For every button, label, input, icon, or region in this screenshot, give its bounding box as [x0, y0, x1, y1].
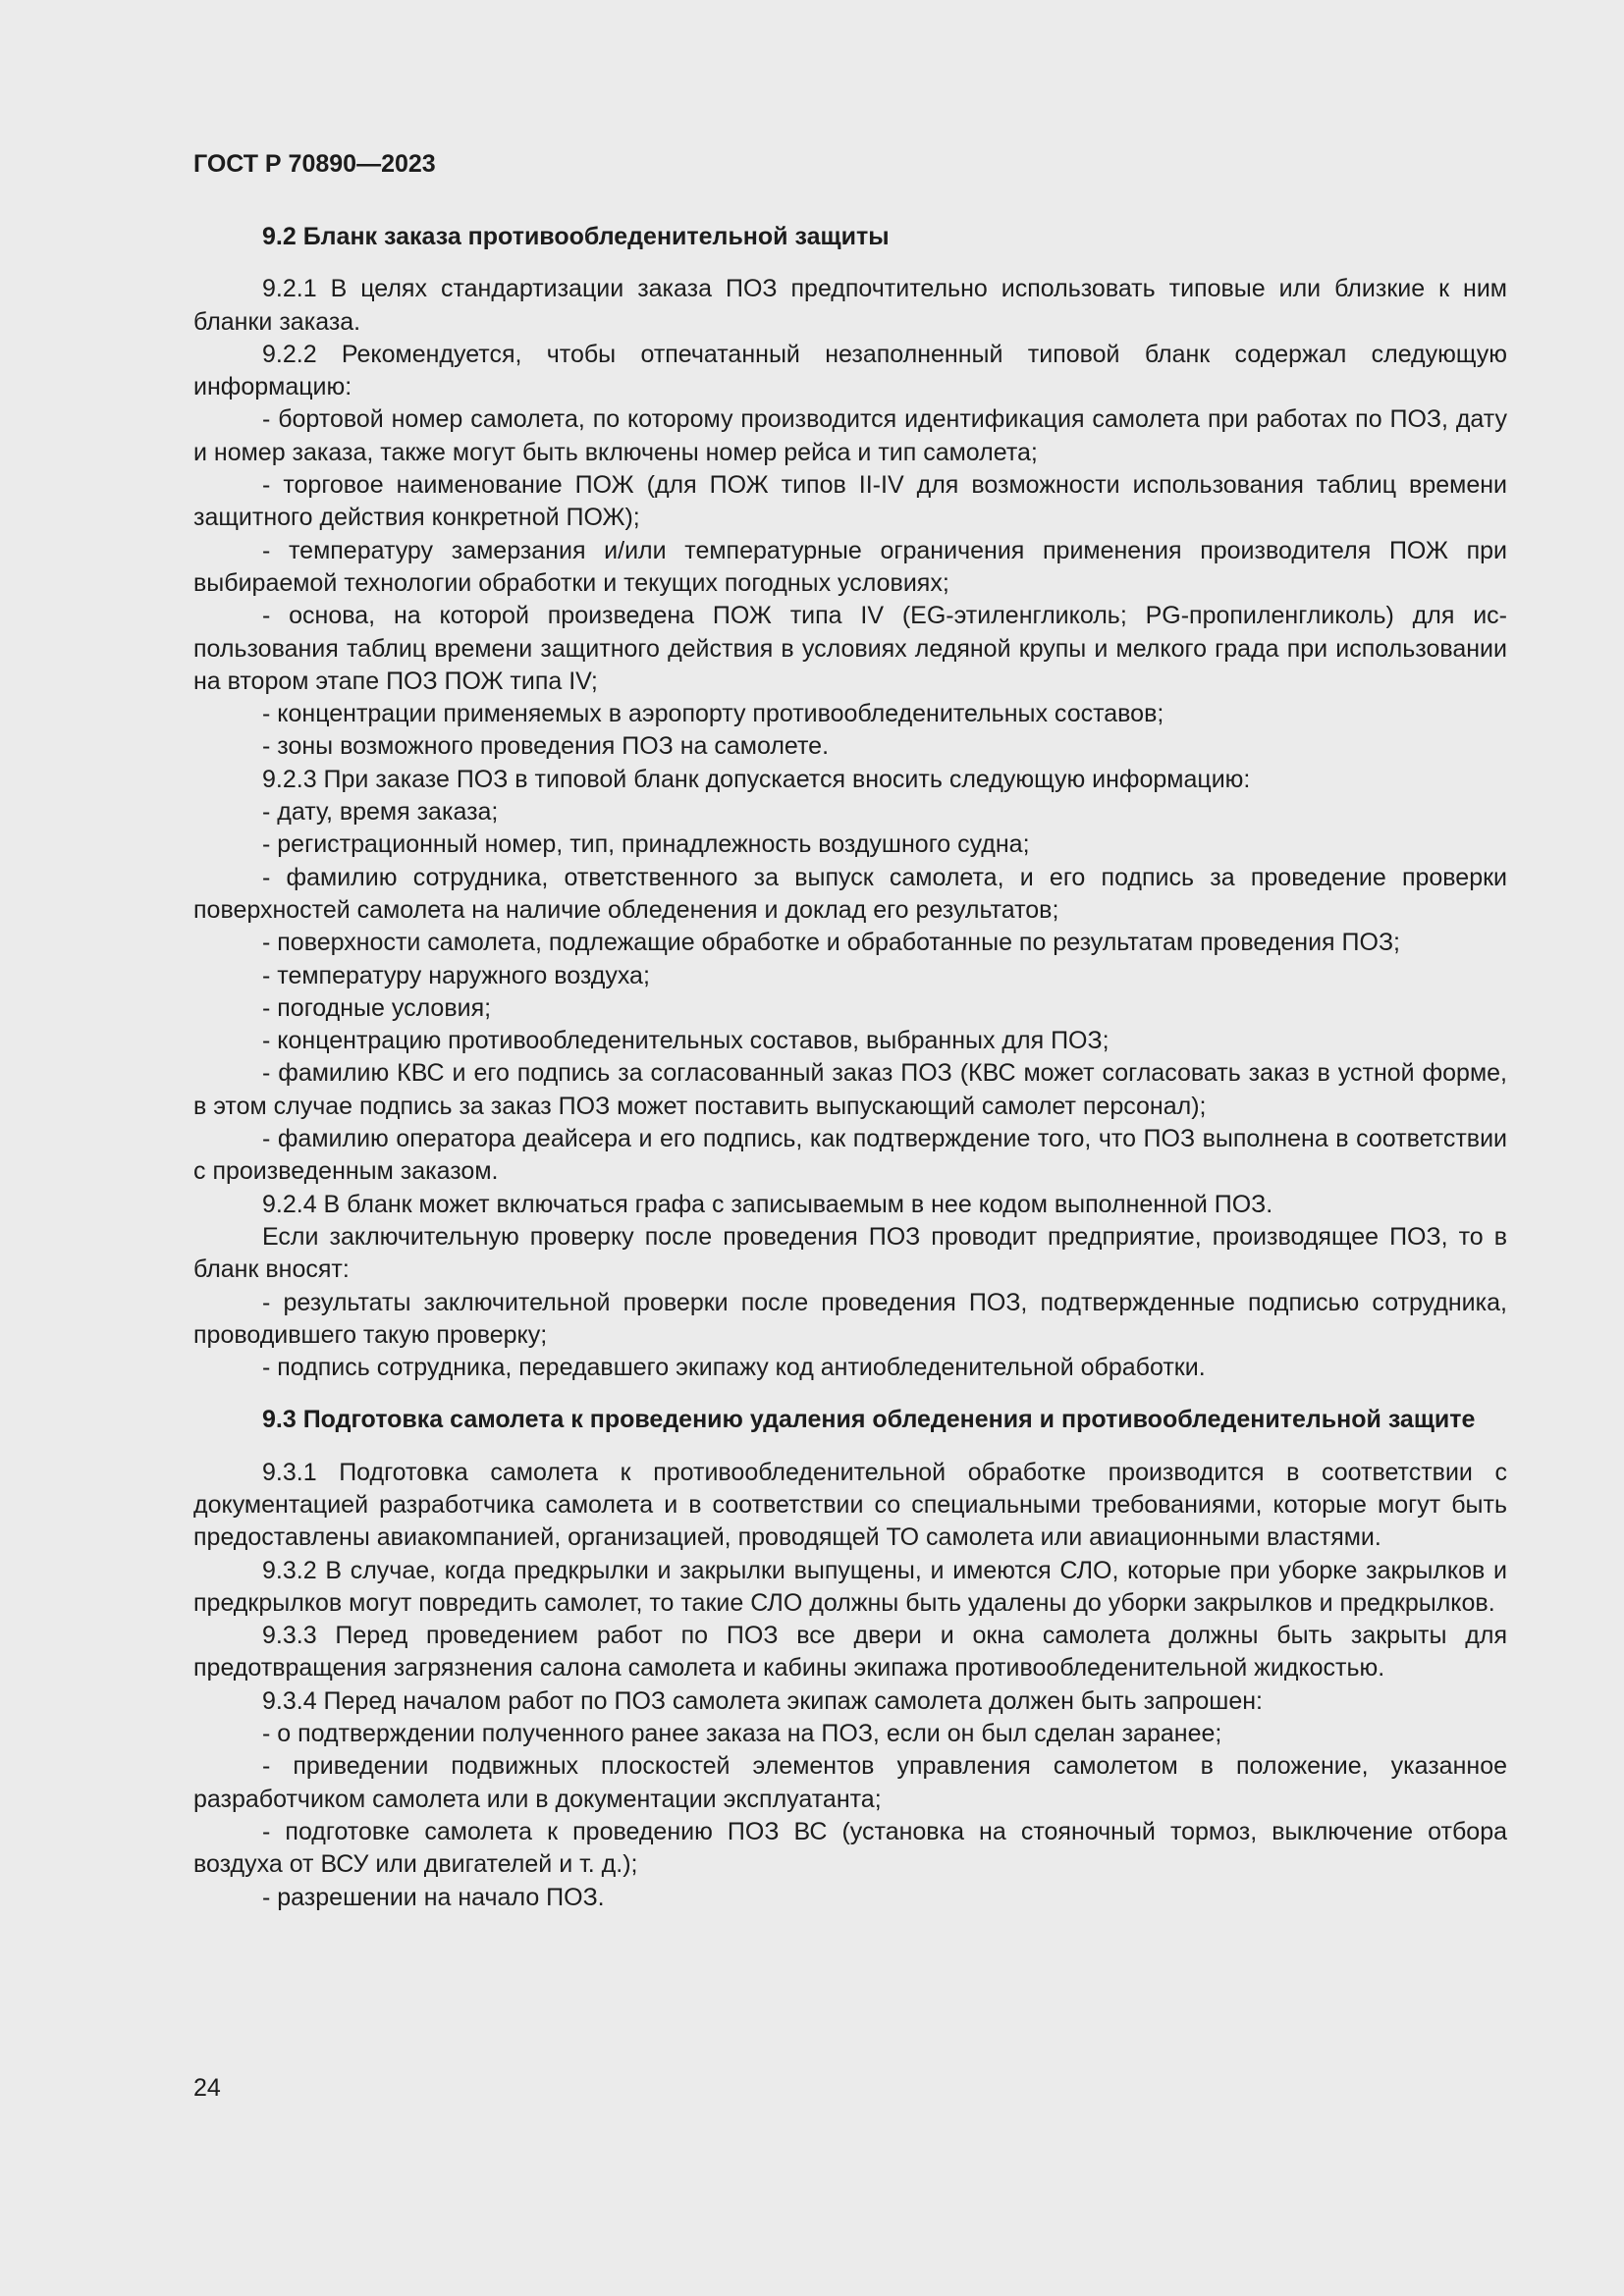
- list-item: - регистрационный номер, тип, принадлежность воздушного судна;: [262, 830, 1030, 859]
- list-item: - температуру наружного воздуха;: [262, 961, 650, 989]
- list-item: - разрешении на начало ПОЗ.: [262, 1883, 605, 1911]
- document-header: ГОСТ Р 70890—2023: [193, 150, 436, 178]
- page-number: 24: [193, 2074, 221, 2102]
- list-item: - дату, время заказа;: [262, 798, 499, 827]
- list-item: - фамилию КВС и его подпись за согласованный заказ ПОЗ (КВС может согласовать заказ в устной форме, в этом случае подпись за заказ ПОЗ может поставить выпускающий самолет персонал);: [193, 1059, 1507, 1120]
- list-item: - фамилию сотрудника, ответственного за выпуск самолета, и его подпись за проведение проверки поверхностей самолета на наличие обледенения и доклад его результатов;: [193, 863, 1507, 924]
- list-item: - подпись сотрудника, передавшего экипажу код антиобледенительной обработки.: [262, 1354, 1206, 1382]
- paragraph: 9.2.1 В целях стандартизации заказа ПОЗ предпочтительно использовать типовые или близкие к ним бланки заказа.: [193, 275, 1507, 336]
- list-item: - поверхности самолета, подлежащие обработке и обработанные по результатам проведения ПОЗ;: [262, 929, 1400, 957]
- list-item: - приведении подвижных плоскостей элементов управления самолетом в положение, указанное разработчиком самолета или в документации эксплуатанта;: [193, 1752, 1507, 1813]
- list-item: - концентрацию противообледенительных составов, выбранных для ПОЗ;: [262, 1027, 1110, 1055]
- list-item: - о подтверждении полученного ранее заказа на ПОЗ, если он был сделан заранее;: [262, 1720, 1222, 1748]
- paragraph: Если заключительную проверку после проведения ПОЗ проводит предприятие, производящее ПОЗ, то в бланк вносят:: [193, 1222, 1507, 1284]
- list-item: - температуру замерзания и/или температурные ограничения применения производителя ПОЖ при выбираемой технологии обработки и текущих погодных условиях;: [193, 536, 1507, 597]
- section-heading: 9.3 Подготовка самолета к проведению удаления обледенения и противообледенительной защите: [262, 1406, 1476, 1434]
- list-item: - погодные условия;: [262, 993, 492, 1022]
- list-item: - бортовой номер самолета, по которому производится идентификация самолета при работах по ПОЗ, дату и номер заказа, также могут быть включены номер рейса и тип самолета;: [193, 405, 1507, 466]
- paragraph: 9.3.3 Перед проведением работ по ПОЗ все двери и окна самолета должны быть закрыты для предотвращения загрязнения салона самолета и кабины экипажа противообледенительной жидкостью.: [193, 1622, 1507, 1682]
- list-item: - торговое наименование ПОЖ (для ПОЖ типов II-IV для возможности использования таблиц времени защитного действия конкретной ПОЖ);: [193, 471, 1507, 532]
- list-item: - зоны возможного проведения ПОЗ на самолете.: [262, 732, 830, 761]
- paragraph: 9.2.2 Рекомендуется, чтобы отпечатанный незаполненный типовой бланк содержал следующую информацию:: [193, 340, 1507, 401]
- paragraph: 9.3.1 Подготовка самолета к противообледенительной обработке производится в соответствии с документацией разработчика самолета и в соответствии со специальными требованиями, которые могут быть предоставлены авиакомпанией, организацией, проводящей ТО самолета или авиационными властями.: [193, 1458, 1507, 1552]
- section-heading: 9.2 Бланк заказа противообледенительной защиты: [262, 223, 890, 250]
- paragraph: 9.2.4 В бланк может включаться графа с записываемым в нее кодом выполненной ПОЗ.: [262, 1190, 1273, 1218]
- list-item: - результаты заключительной проверки после проведения ПОЗ, подтвержденные подписью сотрудника, проводившего такую проверку;: [193, 1288, 1507, 1349]
- list-item: - фамилию оператора деайсера и его подпись, как подтверждение того, что ПОЗ выполнена в соответствии с произведенным заказом.: [193, 1125, 1507, 1186]
- list-item: - подготовке самолета к проведению ПОЗ ВС (установка на стояночный тормоз, выключение отбора воздуха от ВСУ или двигателей и т. д.);: [193, 1817, 1507, 1879]
- paragraph: 9.2.3 При заказе ПОЗ в типовой бланк допускается вносить следующую информацию:: [262, 765, 1251, 793]
- document-body: [193, 221, 1507, 1914]
- list-item: - основа, на которой произведена ПОЖ типа IV (EG-этиленгликоль; PG-пропиленгликоль) для использования таблиц времени защитного действия в условиях ледяной крупы и мелкого града при использовании на втором этапе ПОЗ ПОЖ типа IV;: [193, 602, 1507, 695]
- paragraph: 9.3.4 Перед началом работ по ПОЗ самолета экипаж самолета должен быть запрошен:: [262, 1686, 1263, 1715]
- paragraph: 9.3.2 В случае, когда предкрылки и закрылки выпущены, и имеются СЛО, которые при уборке закрылков и предкрылков могут повредить самолет, то такие СЛО должны быть удалены до уборки закрылков и предкрылков.: [193, 1556, 1507, 1617]
- list-item: - концентрации применяемых в аэропорту противообледенительных составов;: [262, 700, 1164, 728]
